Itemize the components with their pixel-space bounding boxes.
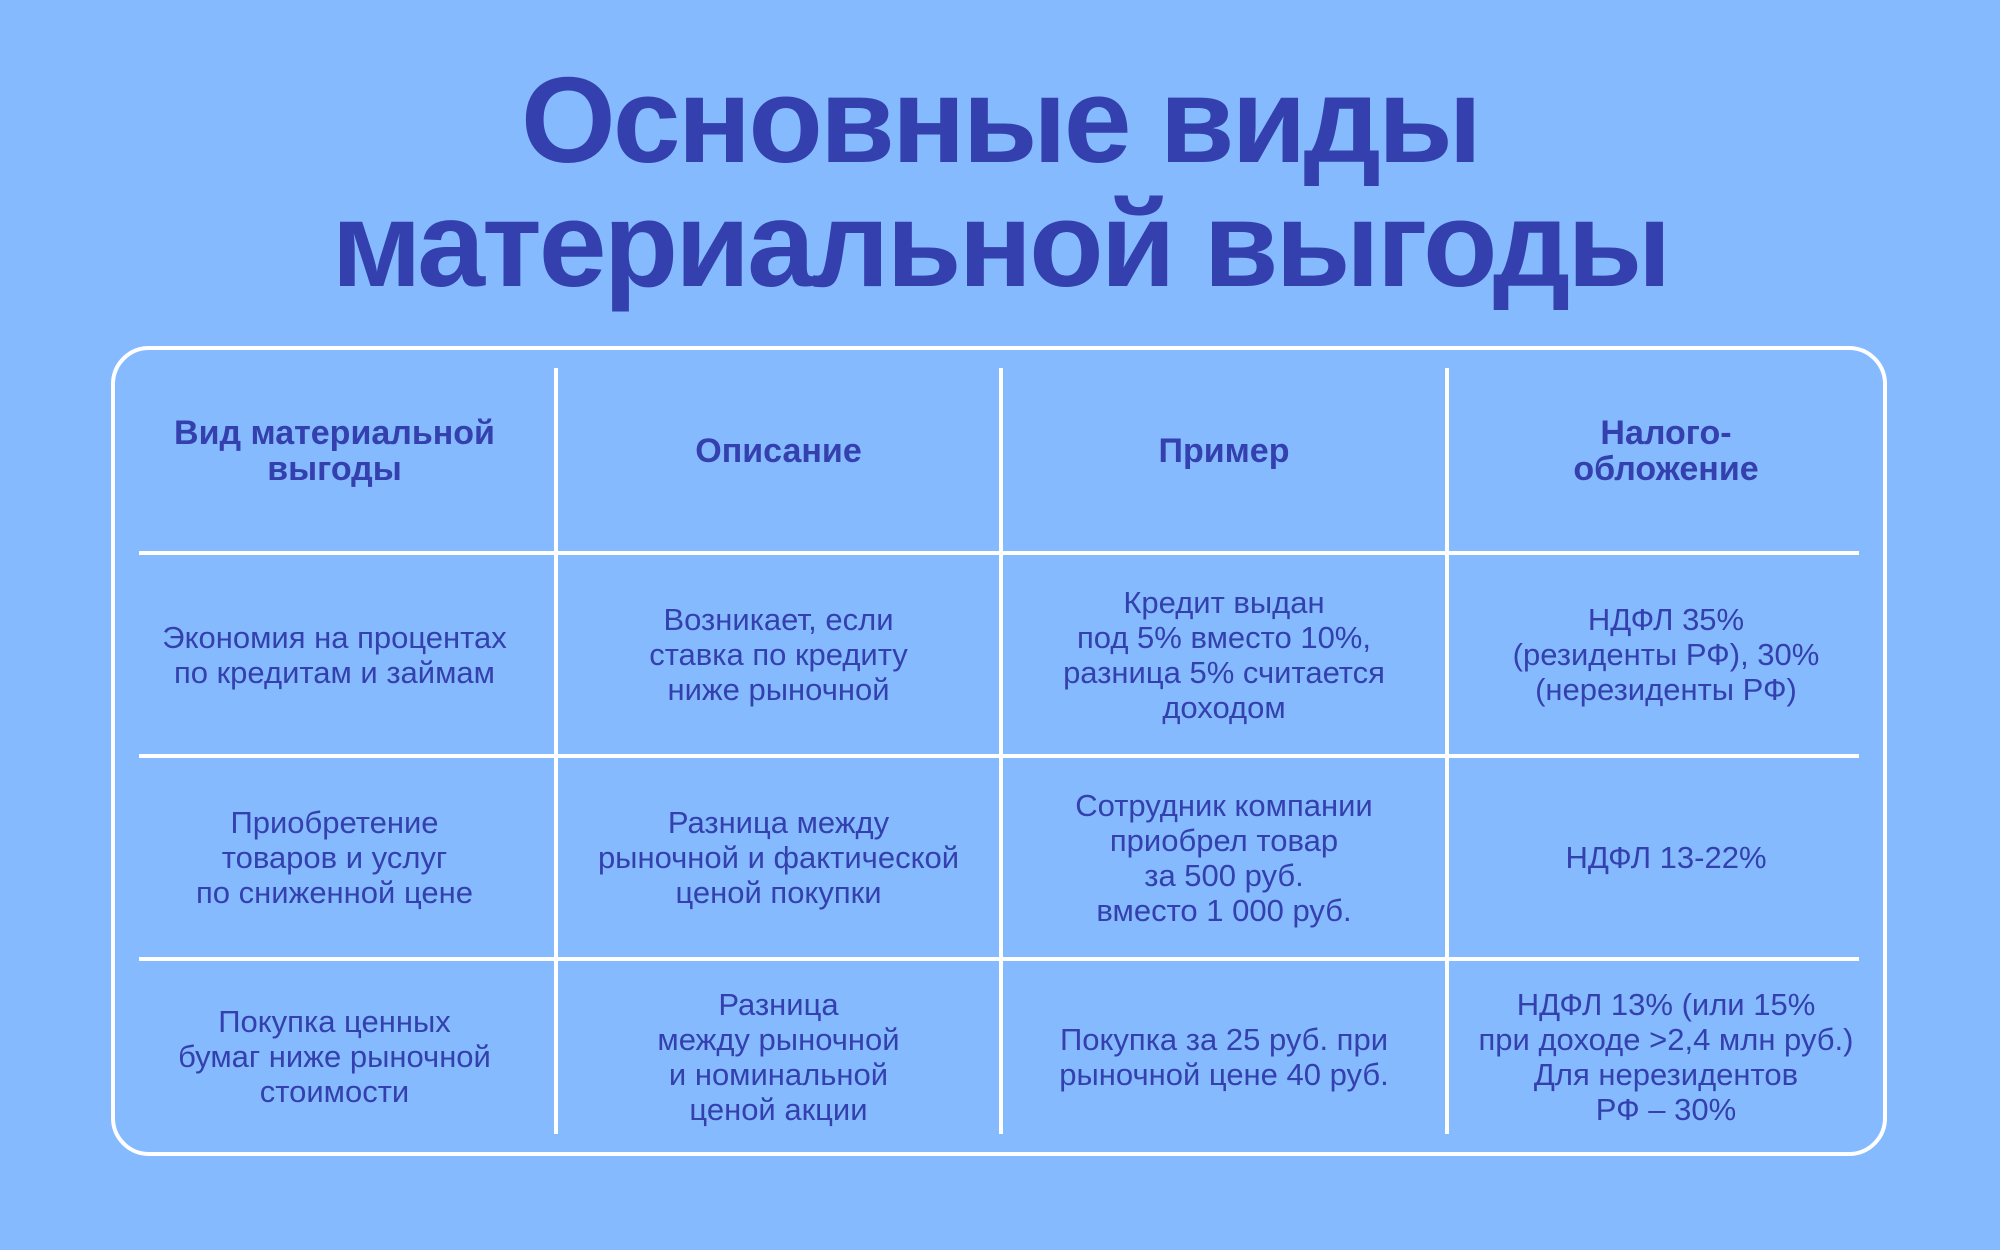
row2-type: Приобретение товаров и услуг по сниженной цене xyxy=(196,805,473,910)
row1-taxation: НДФЛ 35% (резиденты РФ), 30% (нерезиденты РФ) xyxy=(1512,602,1820,707)
header-description: Описание xyxy=(695,431,862,470)
header-type: Вид материальной выгоды xyxy=(174,413,495,488)
row2-example: Сотрудник компании приобрел товар за 500 руб. вместо 1 000 руб. xyxy=(1075,787,1373,928)
row3-type: Покупка ценных бумаг ниже рыночной стоимости xyxy=(178,1004,491,1109)
row1-example: Кредит выдан под 5% вместо 10%, разница 5% считается доходом xyxy=(1063,584,1385,725)
benefits-table xyxy=(111,346,1887,1156)
header-taxation: Налого- обложение xyxy=(1573,413,1759,488)
row1-type: Экономия на процентах по кредитам и займам xyxy=(162,619,507,690)
header-example: Пример xyxy=(1158,431,1290,470)
row3-example: Покупка за 25 руб. при рыночной цене 40 руб. xyxy=(1059,1021,1389,1092)
title-line-2: материальной выгоды xyxy=(331,176,1669,312)
row1-description: Возникает, если ставка по кредиту ниже рыночной xyxy=(649,602,908,707)
row2-taxation: НДФЛ 13-22% xyxy=(1565,840,1767,875)
row2-description: Разница между рыночной и фактической ценой покупки xyxy=(597,805,960,910)
row3-taxation: НДФЛ 13% (или 15% при доходе >2,4 млн руб.) Для нерезидентов РФ – 30% xyxy=(1478,986,1854,1127)
title-line-1: Основные виды xyxy=(520,52,1480,188)
row3-description: Разница между рыночной и номинальной ценой акции xyxy=(657,986,900,1127)
page-title xyxy=(0,52,2000,312)
